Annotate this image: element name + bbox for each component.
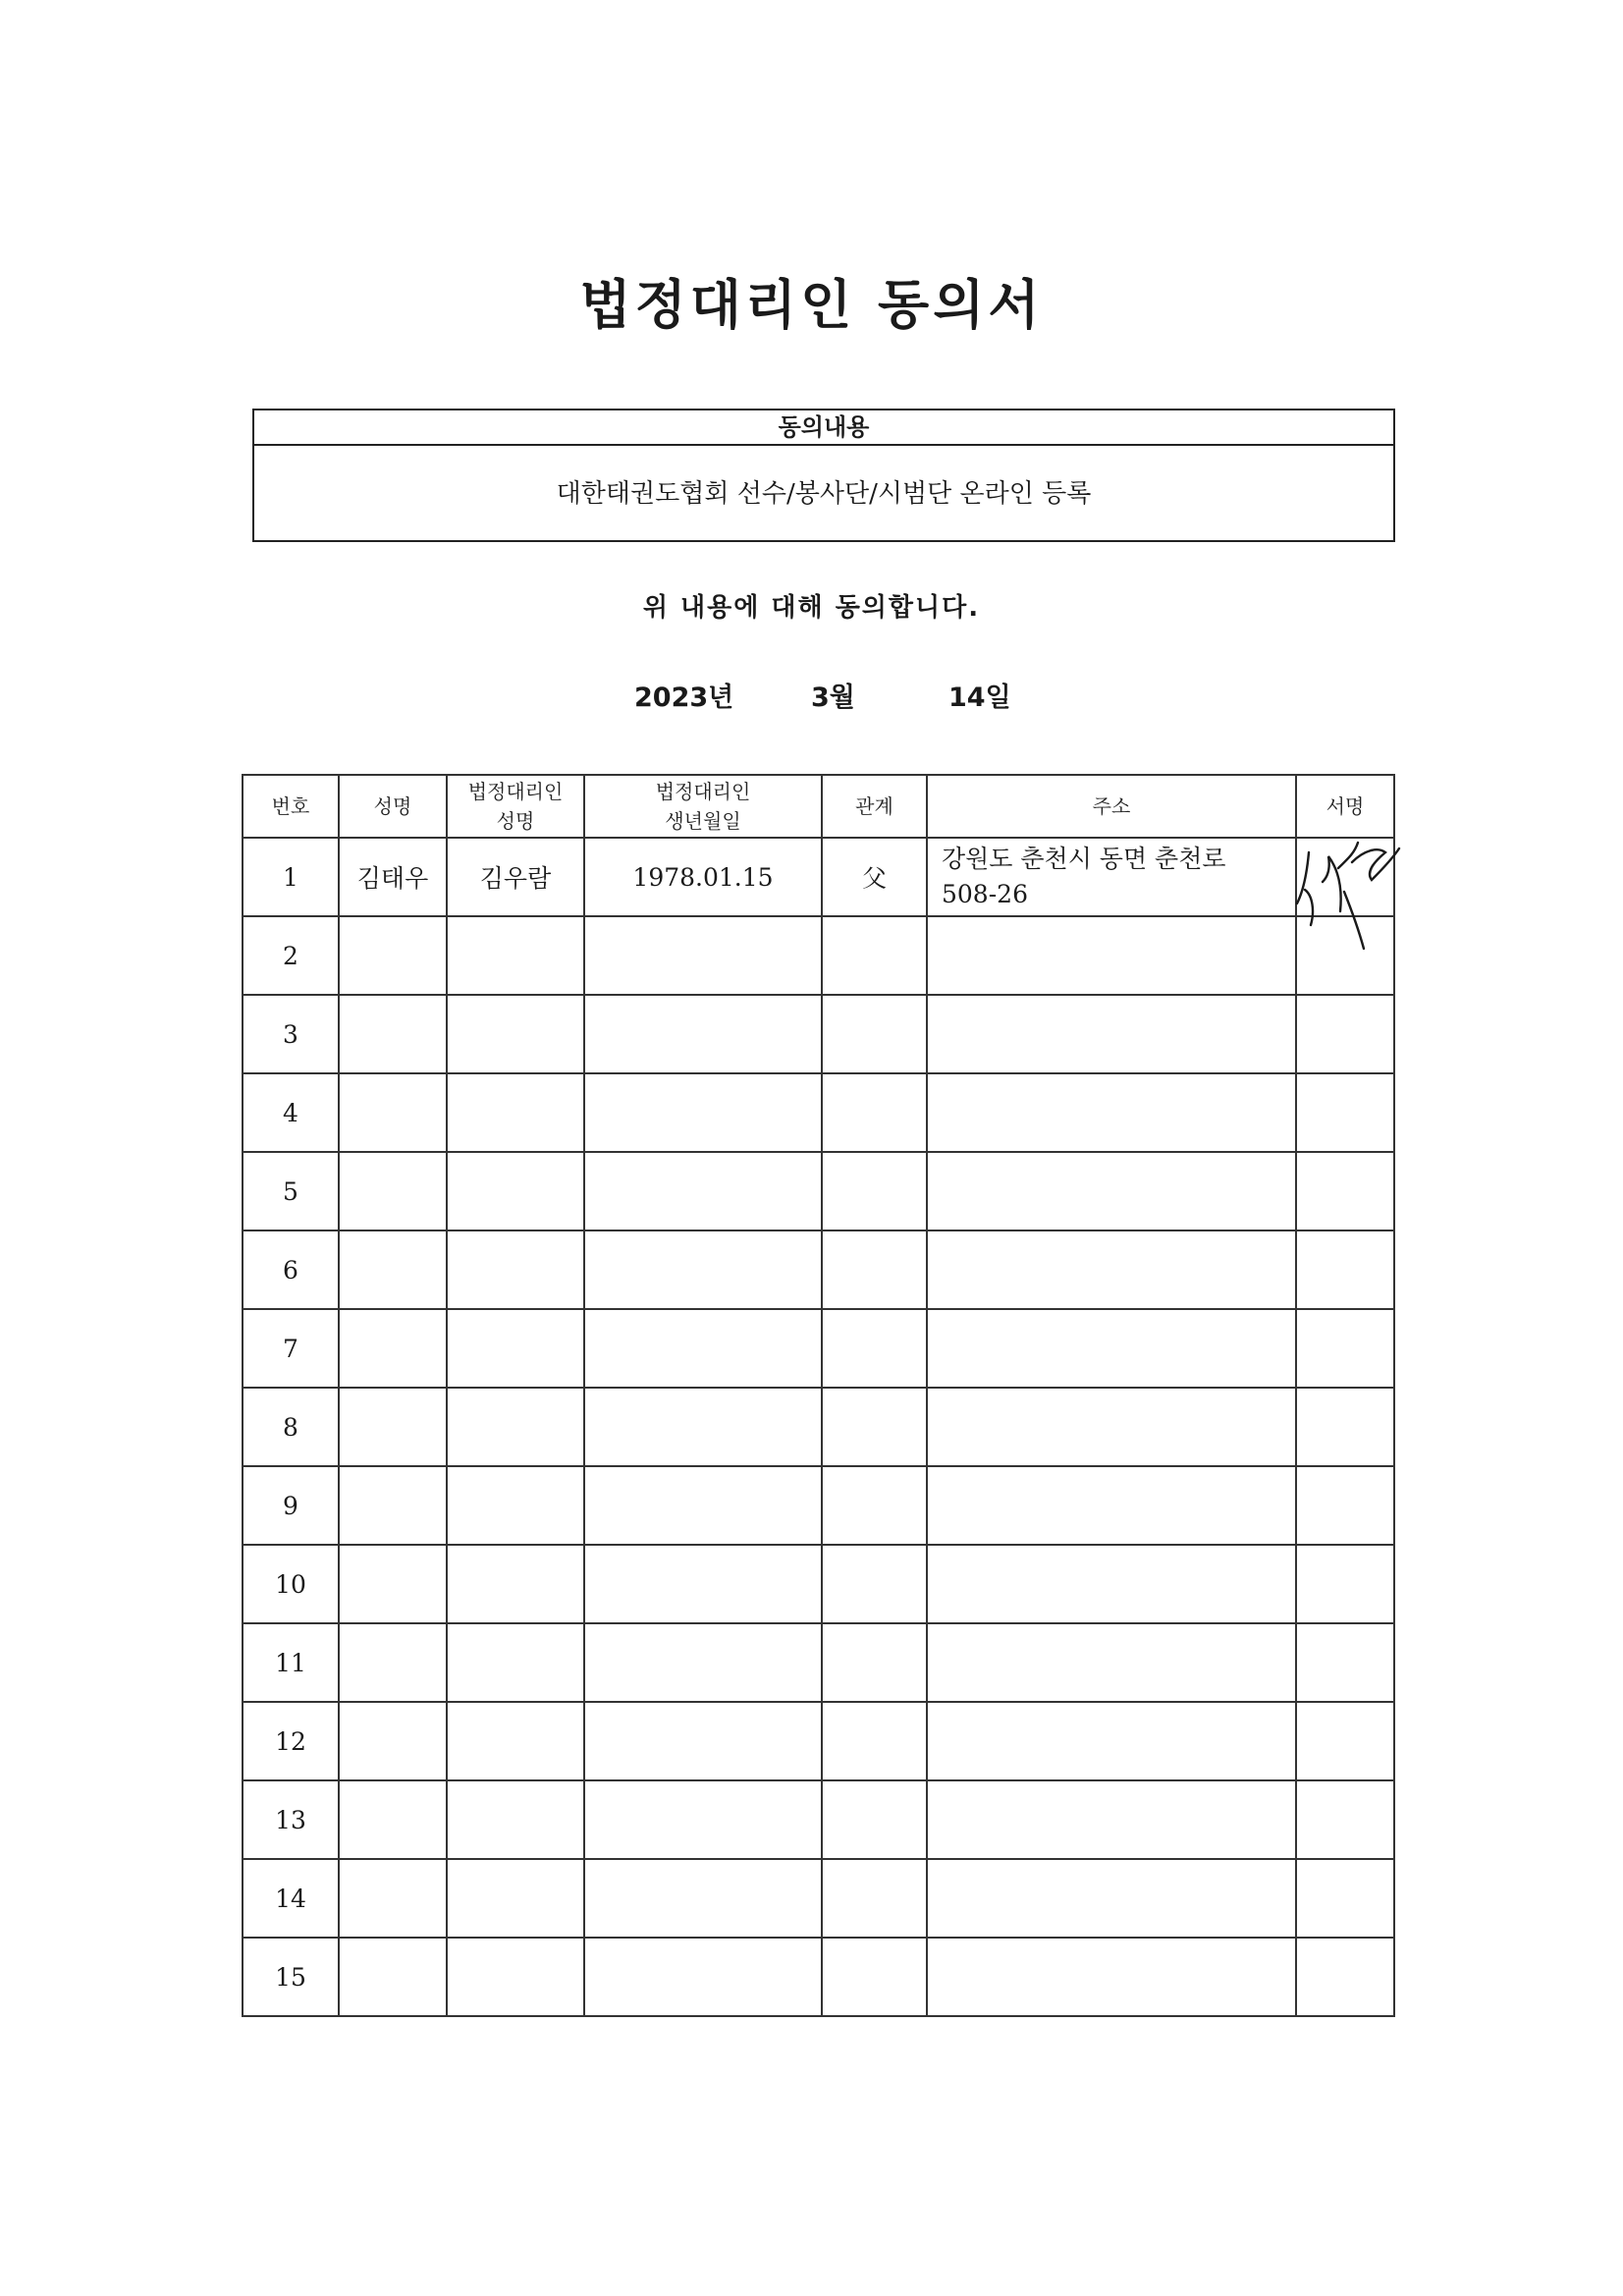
header-guardian-name-line1: 법정대리인 — [467, 780, 564, 803]
empty-cell — [927, 1466, 1296, 1545]
address-line2: 508-26 — [942, 880, 1028, 908]
empty-cell — [822, 1073, 927, 1152]
empty-cell — [447, 1466, 584, 1545]
empty-cell — [1296, 1702, 1394, 1780]
guardian-name: 김우람 — [447, 838, 584, 916]
empty-cell — [584, 1545, 822, 1623]
table-row — [243, 1152, 1394, 1230]
empty-cell — [822, 1938, 927, 2016]
table-row — [243, 1859, 1394, 1938]
empty-cell — [584, 1466, 822, 1545]
table-row — [243, 1780, 1394, 1859]
empty-cell — [339, 1152, 447, 1230]
empty-cell — [339, 1623, 447, 1702]
empty-cell — [927, 1780, 1296, 1859]
table-row — [243, 1388, 1394, 1466]
header-signature: 서명 — [1296, 775, 1394, 838]
empty-cell — [1296, 1780, 1394, 1859]
empty-cell — [584, 1309, 822, 1388]
header-guardian-name — [447, 775, 584, 838]
table-row — [243, 1938, 1394, 2016]
empty-cell — [927, 1545, 1296, 1623]
empty-cell — [339, 1545, 447, 1623]
empty-cell — [822, 1545, 927, 1623]
empty-cell — [584, 1388, 822, 1466]
empty-cell — [927, 1073, 1296, 1152]
empty-cell — [447, 1152, 584, 1230]
empty-cell — [584, 1859, 822, 1938]
date-year: 2023년 — [634, 683, 734, 713]
empty-cell — [447, 1702, 584, 1780]
consent-content-box — [252, 409, 1395, 542]
empty-cell — [584, 1073, 822, 1152]
empty-cell — [339, 1702, 447, 1780]
empty-cell — [339, 1780, 447, 1859]
empty-cell — [927, 995, 1296, 1073]
row-number: 13 — [243, 1780, 339, 1859]
empty-cell — [584, 995, 822, 1073]
empty-cell — [447, 1388, 584, 1466]
row-number: 3 — [243, 995, 339, 1073]
empty-cell — [339, 1859, 447, 1938]
empty-cell — [1296, 1623, 1394, 1702]
header-guardian-name-line2: 성명 — [496, 809, 535, 833]
table-row — [243, 1309, 1394, 1388]
empty-cell — [339, 1938, 447, 2016]
relation: 父 — [822, 838, 927, 916]
empty-cell — [447, 995, 584, 1073]
empty-cell — [584, 1230, 822, 1309]
row-number: 4 — [243, 1073, 339, 1152]
empty-cell — [927, 916, 1296, 995]
header-guardian-birth-line1: 법정대리인 — [655, 780, 751, 803]
empty-cell — [1296, 1152, 1394, 1230]
empty-cell — [822, 995, 927, 1073]
header-guardian-birth-line2: 생년월일 — [665, 809, 741, 833]
guardian-registry-table — [242, 774, 1395, 2017]
empty-cell — [822, 916, 927, 995]
table-row — [243, 1702, 1394, 1780]
address — [927, 838, 1296, 916]
row-number: 1 — [243, 838, 339, 916]
row-number: 7 — [243, 1309, 339, 1388]
empty-cell — [1296, 1388, 1394, 1466]
table-row — [243, 1230, 1394, 1309]
consent-content: 대한태권도협회 선수/봉사단/시범단 온라인 등록 — [556, 479, 1092, 509]
empty-cell — [1296, 995, 1394, 1073]
empty-cell — [927, 1859, 1296, 1938]
row-number: 11 — [243, 1623, 339, 1702]
empty-cell — [1296, 1073, 1394, 1152]
row-number: 8 — [243, 1388, 339, 1466]
row-number: 2 — [243, 916, 339, 995]
table-row — [243, 995, 1394, 1073]
date-day: 14일 — [948, 683, 1011, 713]
row-number: 10 — [243, 1545, 339, 1623]
empty-cell — [447, 1073, 584, 1152]
row-number: 6 — [243, 1230, 339, 1309]
empty-cell — [822, 1388, 927, 1466]
row-number: 12 — [243, 1702, 339, 1780]
empty-cell — [584, 916, 822, 995]
empty-cell — [339, 916, 447, 995]
empty-cell — [1296, 1859, 1394, 1938]
guardian-birthdate: 1978.01.15 — [584, 838, 822, 916]
empty-cell — [927, 1152, 1296, 1230]
row-number: 5 — [243, 1152, 339, 1230]
empty-cell — [447, 1859, 584, 1938]
empty-cell — [1296, 1309, 1394, 1388]
empty-cell — [447, 1309, 584, 1388]
student-name: 김태우 — [339, 838, 447, 916]
empty-cell — [447, 1780, 584, 1859]
empty-cell — [584, 1702, 822, 1780]
empty-cell — [339, 1073, 447, 1152]
empty-cell — [927, 1230, 1296, 1309]
empty-cell — [584, 1623, 822, 1702]
handwritten-signature — [1283, 833, 1411, 951]
empty-cell — [927, 1938, 1296, 2016]
row-number: 14 — [243, 1859, 339, 1938]
empty-cell — [339, 1466, 447, 1545]
empty-cell — [447, 1623, 584, 1702]
empty-cell — [1296, 1938, 1394, 2016]
consent-heading: 동의내용 — [254, 410, 1393, 446]
table-row — [243, 1623, 1394, 1702]
empty-cell — [584, 1938, 822, 2016]
document-title: 법정대리인 동의서 — [579, 274, 1044, 336]
empty-cell — [822, 1152, 927, 1230]
empty-cell — [822, 1859, 927, 1938]
empty-cell — [822, 1466, 927, 1545]
empty-cell — [822, 1702, 927, 1780]
empty-cell — [927, 1309, 1296, 1388]
table-row — [243, 916, 1394, 995]
row-number: 15 — [243, 1938, 339, 2016]
empty-cell — [447, 916, 584, 995]
row-number: 9 — [243, 1466, 339, 1545]
empty-cell — [447, 1230, 584, 1309]
table-header-row — [243, 775, 1394, 838]
empty-cell — [339, 1309, 447, 1388]
table-row — [243, 1466, 1394, 1545]
header-relation: 관계 — [822, 775, 927, 838]
empty-cell — [927, 1623, 1296, 1702]
signature-cell — [1296, 838, 1394, 916]
empty-cell — [584, 1780, 822, 1859]
table-row — [243, 1545, 1394, 1623]
agreement-statement: 위 내용에 대해 동의합니다. — [642, 593, 981, 623]
empty-cell — [822, 1780, 927, 1859]
empty-cell — [822, 1623, 927, 1702]
header-no: 번호 — [243, 775, 339, 838]
empty-cell — [822, 1230, 927, 1309]
empty-cell — [339, 995, 447, 1073]
empty-cell — [339, 1230, 447, 1309]
empty-cell — [927, 1702, 1296, 1780]
header-name: 성명 — [339, 775, 447, 838]
table-row — [243, 1073, 1394, 1152]
empty-cell — [584, 1152, 822, 1230]
empty-cell — [1296, 1545, 1394, 1623]
table-row — [243, 838, 1394, 916]
empty-cell — [1296, 1230, 1394, 1309]
empty-cell — [339, 1388, 447, 1466]
header-address: 주소 — [927, 775, 1296, 838]
empty-cell — [927, 1388, 1296, 1466]
date-month: 3월 — [811, 683, 855, 713]
address-line1: 강원도 춘천시 동면 춘천로 — [942, 845, 1226, 873]
empty-cell — [447, 1545, 584, 1623]
header-guardian-birth — [584, 775, 822, 838]
empty-cell — [1296, 1466, 1394, 1545]
empty-cell — [822, 1309, 927, 1388]
empty-cell — [447, 1938, 584, 2016]
